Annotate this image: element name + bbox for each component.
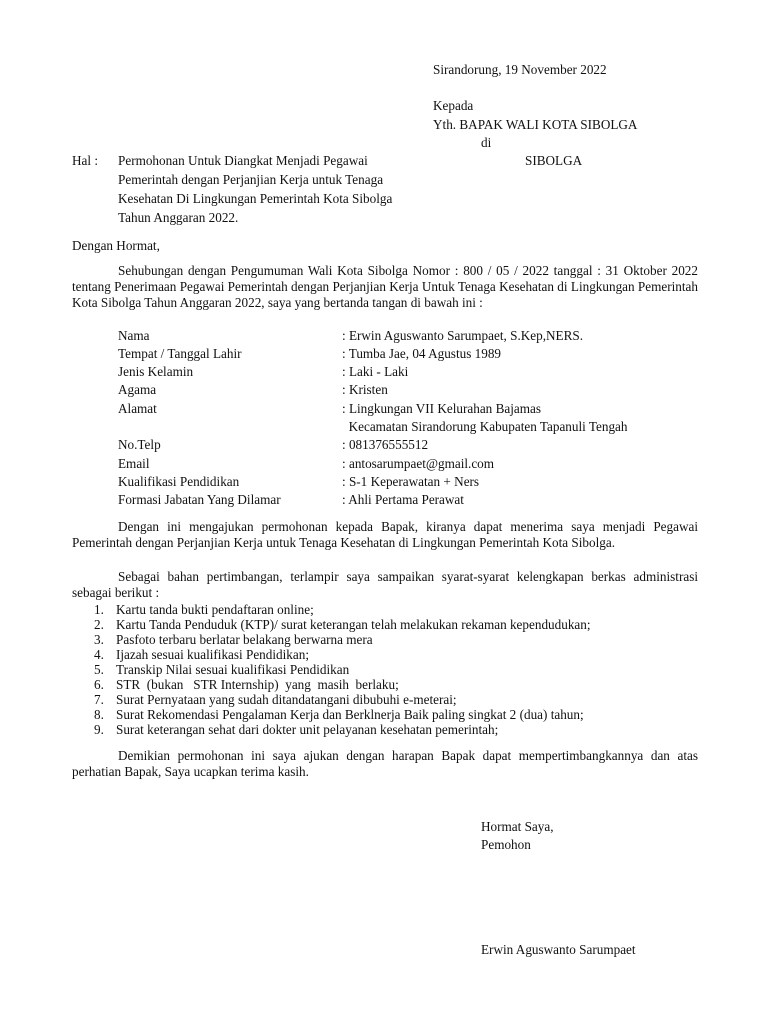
subject-line: Kesehatan Di Lingkungan Pemerintah Kota Sibolga <box>118 191 393 206</box>
list-text: Transkip Nilai sesuai kualifikasi Pendidikan <box>116 662 350 677</box>
attachment-intro: Sebagai bahan pertimbangan, terlampir saya sampaikan syarat-syarat kelengkapan berkas administrasi sebagai berikut : <box>72 569 698 600</box>
identity-label: Nama <box>118 328 150 343</box>
greeting: Dengan Hormat, <box>72 238 160 253</box>
subject-line: Tahun Anggaran 2022. <box>118 210 239 225</box>
list-text: Surat Pernyataan yang sudah ditandatangani dibubuhi e-meterai; <box>116 692 457 707</box>
subject-line: Permohonan Untuk Diangkat Menjadi Pegawai <box>118 153 368 168</box>
list-item <box>94 692 457 707</box>
identity-label: Tempat / Tanggal Lahir <box>118 346 242 361</box>
list-text: Surat keterangan sehat dari dokter unit pelayanan kesehatan pemerintah; <box>116 722 499 737</box>
place-date: Sirandorung, 19 November 2022 <box>433 62 607 77</box>
list-text: STR (bukan STR Internship) yang masih berlaku; <box>116 677 399 692</box>
list-text: Kartu tanda bukti pendaftaran online; <box>116 602 314 617</box>
identity-value: : Kristen <box>342 382 388 397</box>
subject-line: Pemerintah dengan Perjanjian Kerja untuk Tenaga <box>118 172 384 187</box>
identity-value: : antosarumpaet@gmail.com <box>342 456 495 471</box>
list-number: 3. <box>94 632 104 647</box>
list-number: 2. <box>94 617 104 632</box>
signature-role: Pemohon <box>481 837 531 852</box>
recipient-di: di <box>481 135 492 150</box>
identity-value: : Tumba Jae, 04 Agustus 1989 <box>342 346 502 361</box>
intro-paragraph: Sehubungan dengan Pengumuman Wali Kota Sibolga Nomor : 800 / 05 / 2022 tanggal : 31 Oktober 2022 tentang Penerimaan Pegawai Pemerintah dengan Perjanjian Kerja Untuk Tenaga Kesehatan di Lingkungan Pemerintah Kota Sibolga Tahun Anggaran 2022, saya yang bertanda tangan di bawah ini : <box>72 263 698 310</box>
list-item <box>94 602 314 617</box>
list-text: Surat Rekomendasi Pengalaman Kerja dan Berklnerja Baik paling singkat 2 (dua) tahun; <box>116 707 584 722</box>
list-item <box>94 617 591 632</box>
identity-value: : 081376555512 <box>342 437 429 452</box>
identity-value: Kecamatan Sirandorung Kabupaten Tapanuli Tengah <box>342 419 628 434</box>
list-text: Pasfoto terbaru berlatar belakang berwarna mera <box>116 632 373 647</box>
list-item <box>94 662 349 677</box>
closing-paragraph: Demikian permohonan ini saya ajukan dengan harapan Bapak dapat mempertimbangkannya dan atas perhatian Bapak, Saya ucapkan terima kasih. <box>72 748 698 779</box>
identity-value: : Ahli Pertama Perawat <box>342 492 464 507</box>
list-number: 6. <box>94 677 104 692</box>
identity-label: Jenis Kelamin <box>118 364 194 379</box>
identity-label: Agama <box>118 382 157 397</box>
list-text: Ijazah sesuai kualifikasi Pendidikan; <box>116 647 309 662</box>
list-text: Kartu Tanda Penduduk (KTP)/ surat keterangan telah melakukan rekaman kependudukan; <box>116 617 591 632</box>
list-number: 4. <box>94 647 104 662</box>
identity-label: Formasi Jabatan Yang Dilamar <box>118 492 281 507</box>
list-number: 7. <box>94 692 104 707</box>
identity-label: No.Telp <box>118 437 161 452</box>
list-item <box>94 722 498 737</box>
to-label: Kepada <box>433 98 474 113</box>
list-number: 9. <box>94 722 104 737</box>
recipient: Yth. BAPAK WALI KOTA SIBOLGA <box>433 117 638 132</box>
identity-value: : Erwin Aguswanto Sarumpaet, S.Kep,NERS. <box>342 328 584 343</box>
signature-name: Erwin Aguswanto Sarumpaet <box>481 942 636 957</box>
list-item <box>94 647 309 662</box>
list-number: 1. <box>94 602 104 617</box>
recipient-city: SIBOLGA <box>525 153 583 168</box>
identity-value: : Laki - Laki <box>342 364 409 379</box>
identity-value: : S-1 Keperawatan + Ners <box>342 474 480 489</box>
list-item <box>94 707 584 722</box>
identity-value: : Lingkungan VII Kelurahan Bajamas <box>342 401 541 416</box>
list-number: 5. <box>94 662 104 677</box>
identity-label: Kualifikasi Pendidikan <box>118 474 240 489</box>
list-item <box>94 677 399 692</box>
identity-label: Email <box>118 456 150 471</box>
identity-label: Alamat <box>118 401 157 416</box>
signature-salutation: Hormat Saya, <box>481 819 554 834</box>
list-number: 8. <box>94 707 104 722</box>
request-paragraph: Dengan ini mengajukan permohonan kepada Bapak, kiranya dapat menerima saya menjadi Pegawai Pemerintah dengan Perjanjian Kerja untuk Tenaga Kesehatan di Lingkungan Pemerintah Kota Sibolga. <box>72 519 698 550</box>
list-item <box>94 632 373 647</box>
subject-label: Hal : <box>72 153 99 168</box>
